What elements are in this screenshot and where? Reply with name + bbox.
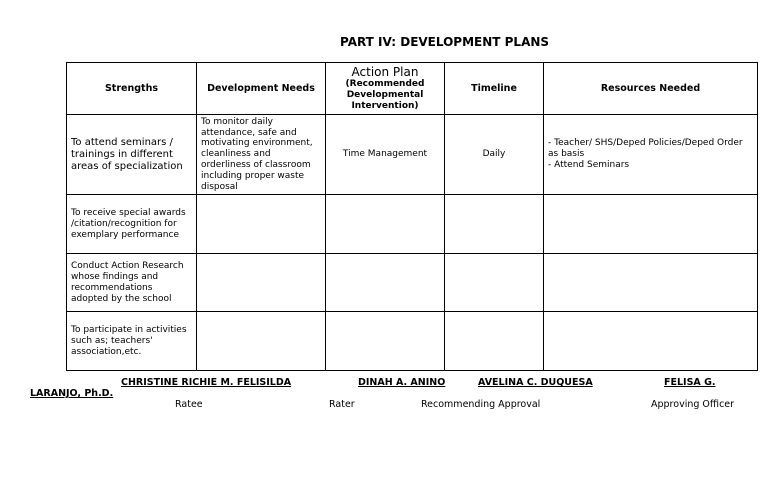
action-plan-cell: [326, 195, 445, 254]
strength-cell: To participate in activities such as; teachers' association,etc.: [67, 312, 197, 371]
header-action-plan-title: Action Plan: [351, 65, 419, 79]
timeline-cell: [445, 254, 544, 312]
page-title: PART IV: DEVELOPMENT PLANS: [340, 35, 550, 49]
approving-name-second-line: LARANJO, Ph.D.: [30, 388, 114, 399]
header-resources: Resources Needed: [544, 63, 758, 115]
resource-item: - Attend Seminars: [548, 159, 630, 170]
action-plan-cell: [326, 254, 445, 312]
development-need-cell: [197, 312, 326, 371]
development-need-cell: To monitor daily attendance, safe and motivating environment, cleanliness and orderliness of classroom including proper waste disposal: [197, 114, 326, 195]
resources-cell: [544, 254, 758, 312]
header-action-plan-subtitle: (Recommended Developmental Intervention): [345, 79, 425, 111]
development-need-cell: [197, 254, 326, 312]
table-row: [67, 254, 758, 312]
strength-cell: Conduct Action Research whose findings and recommendations adopted by the school: [67, 254, 197, 312]
ratee-label: Ratee: [175, 399, 203, 410]
table-header-row: [67, 63, 758, 115]
approving-name-first-line: FELISA G.: [664, 377, 716, 388]
header-action-plan: [326, 63, 445, 115]
resources-cell: [544, 195, 758, 254]
header-development-needs: Development Needs: [197, 63, 326, 115]
recommending-label: Recommending Approval: [421, 399, 541, 410]
table-row: [67, 312, 758, 371]
development-need-cell: [197, 195, 326, 254]
resources-cell: [544, 312, 758, 371]
ratee-name: CHRISTINE RICHIE M. FELISILDA: [121, 377, 292, 388]
timeline-cell: Daily: [445, 114, 544, 195]
header-strengths: Strengths: [67, 63, 197, 115]
table-row: [67, 195, 758, 254]
resources-cell: [544, 114, 758, 195]
action-plan-cell: Time Management: [326, 114, 445, 195]
header-timeline: Timeline: [445, 63, 544, 115]
resource-item: - Teacher/ SHS/Deped Policies/Deped Order as basis: [548, 138, 743, 160]
strength-cell: To receive special awards /citation/recognition for exemplary performance: [67, 195, 197, 254]
development-plans-table: [66, 62, 758, 371]
action-plan-cell: [326, 312, 445, 371]
strength-cell: To attend seminars / trainings in different areas of specialization: [67, 114, 197, 195]
timeline-cell: [445, 312, 544, 371]
timeline-cell: [445, 195, 544, 254]
recommending-name: AVELINA C. DUQUESA: [478, 377, 593, 388]
rater-name: DINAH A. ANINO: [358, 377, 446, 388]
table-row: [67, 114, 758, 195]
approving-label: Approving Officer: [651, 399, 735, 410]
rater-label: Rater: [329, 399, 355, 410]
